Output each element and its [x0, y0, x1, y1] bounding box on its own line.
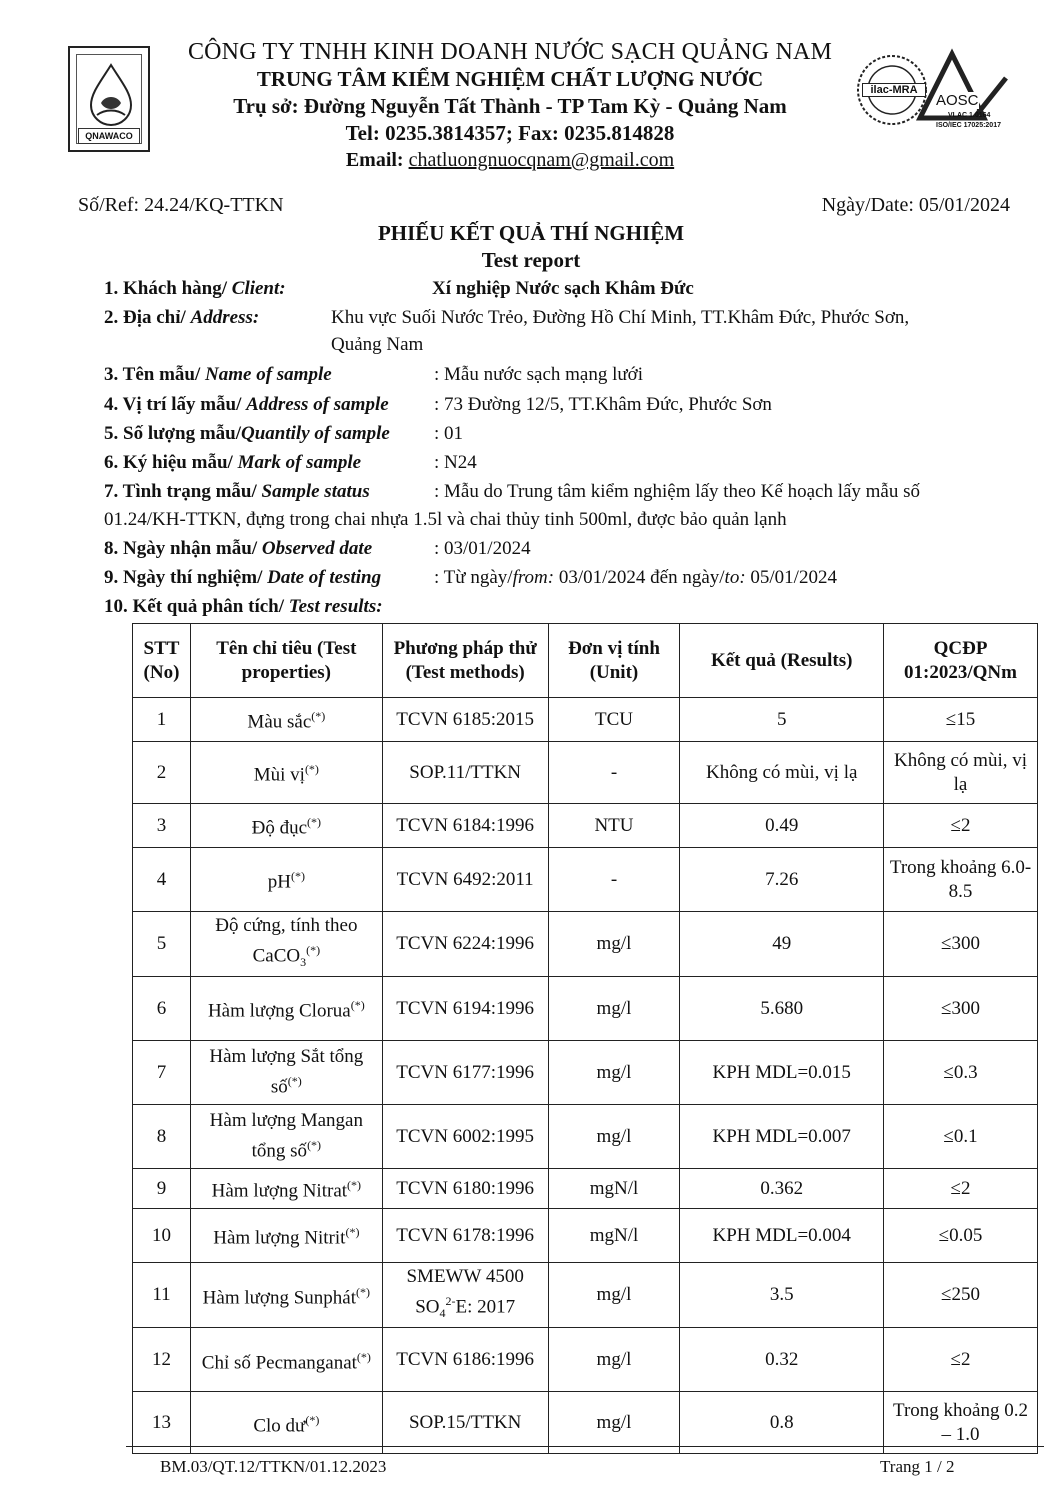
sample-quantity-value: : 01	[434, 423, 464, 444]
accreditation-logos	[856, 48, 1016, 134]
table-row	[133, 1209, 1038, 1263]
table-row	[133, 1392, 1038, 1454]
table-row	[133, 1105, 1038, 1169]
cell-property: Hàm lượng Sắt tổng số(*)	[190, 1041, 382, 1105]
observed-date-value: : 03/01/2024	[434, 538, 531, 559]
cell-no: 11	[133, 1263, 191, 1328]
footer-divider	[126, 1446, 1044, 1447]
cell-method: SOP.11/TTKN	[382, 742, 548, 804]
cell-result: 49	[680, 912, 884, 977]
cell-unit: mg/l	[548, 977, 680, 1041]
address-value-line1: Khu vực Suối Nước Trẻo, Đường Hồ Chí Minh, TT.Khâm Đức, Phước Sơn,	[331, 307, 910, 328]
cell-method: TCVN 6224:1996	[382, 912, 548, 977]
cell-unit: -	[548, 742, 680, 804]
report-title	[0, 220, 1062, 274]
cell-standard: Trong khoảng 6.0-8.5	[884, 848, 1038, 912]
address-row	[104, 303, 259, 332]
cell-result: 3.5	[680, 1263, 884, 1328]
report-date: Ngày/Date: 05/01/2024	[821, 194, 1010, 216]
cell-unit: mg/l	[548, 1263, 680, 1328]
cell-method: TCVN 6194:1996	[382, 977, 548, 1041]
cell-unit: mgN/l	[548, 1169, 680, 1209]
cell-standard: ≤2	[884, 1328, 1038, 1392]
cell-method: TCVN 6186:1996	[382, 1328, 548, 1392]
cell-no: 13	[133, 1392, 191, 1454]
cell-property: Hàm lượng Mangan tổng số(*)	[190, 1105, 382, 1169]
sample-name-value: : Mẫu nước sạch mạng lưới	[434, 364, 644, 385]
header-no: STT (No)	[133, 624, 191, 698]
cell-no: 8	[133, 1105, 191, 1169]
cell-result: 0.8	[680, 1392, 884, 1454]
cell-method: SOP.15/TTKN	[382, 1392, 548, 1454]
cell-method: TCVN 6184:1996	[382, 804, 548, 848]
address-label: 2. Địa chỉ/ Address:	[104, 307, 260, 328]
cell-property: Hàm lượng Nitrit(*)	[190, 1209, 382, 1263]
cell-standard: ≤0.05	[884, 1209, 1038, 1263]
observed-date-label: 8. Ngày nhận mẫu/ Observed date	[104, 538, 373, 559]
cell-standard: ≤2	[884, 1169, 1038, 1209]
title-english: Test report	[481, 248, 581, 272]
page-number: Trang 1 / 2	[880, 1457, 955, 1476]
company-logo	[68, 46, 150, 152]
aosc-mark: AOSC	[936, 92, 979, 109]
cell-unit: mg/l	[548, 1328, 680, 1392]
table-row	[133, 912, 1038, 977]
contact-phone: Tel: 0235.3814357; Fax: 0235.814828	[345, 121, 675, 145]
client-row	[104, 274, 286, 303]
cell-result: 0.49	[680, 804, 884, 848]
water-drop-icon	[77, 59, 145, 129]
cell-result: KPH MDL=0.004	[680, 1209, 884, 1263]
table-header-row	[133, 624, 1038, 698]
table-row	[133, 1263, 1038, 1328]
cell-property: Chỉ số Pecmanganat(*)	[190, 1328, 382, 1392]
form-code: BM.03/QT.12/TTKN/01.12.2023	[160, 1457, 387, 1476]
cell-result: 5	[680, 698, 884, 742]
title-vietnamese: PHIẾU KẾT QUẢ THÍ NGHIỆM	[377, 221, 685, 245]
cell-unit: mg/l	[548, 1105, 680, 1169]
logo-caption: QNAWACO	[78, 128, 140, 144]
table-row	[133, 977, 1038, 1041]
cell-property: Hàm lượng Clorua(*)	[190, 977, 382, 1041]
sample-location-value: : 73 Đường 12/5, TT.Khâm Đức, Phước Sơn	[434, 394, 772, 415]
sample-name-label: 3. Tên mẫu/ Name of sample	[104, 364, 332, 385]
company-name: CÔNG TY TNHH KINH DOANH NƯỚC SẠCH QUẢNG NAM	[187, 39, 833, 65]
cell-no: 6	[133, 977, 191, 1041]
client-value: Xí nghiệp Nước sạch Khâm Đức	[432, 278, 694, 299]
cell-result: 5.680	[680, 977, 884, 1041]
email-link[interactable]: chatluongnuocqnam@gmail.com	[408, 149, 675, 171]
cell-unit: TCU	[548, 698, 680, 742]
cell-no: 9	[133, 1169, 191, 1209]
cell-method: TCVN 6492:2011	[382, 848, 548, 912]
cell-no: 7	[133, 1041, 191, 1105]
sample-status-value-line2: 01.24/KH-TTKN, đựng trong chai nhựa 1.5l và chai thủy tinh 500ml, được bảo quản lạnh	[104, 509, 787, 530]
contact-email-line	[160, 147, 860, 174]
cell-standard: ≤2	[884, 804, 1038, 848]
cell-standard: Không có mùi, vị lạ	[884, 742, 1038, 804]
cell-standard: Trong khoảng 0.2 – 1.0	[884, 1392, 1038, 1454]
cell-no: 3	[133, 804, 191, 848]
cell-standard: ≤300	[884, 912, 1038, 977]
address-value-line2: Quảng Nam	[331, 334, 424, 355]
cell-no: 4	[133, 848, 191, 912]
cell-result: 7.26	[680, 848, 884, 912]
table-row	[133, 1328, 1038, 1392]
cell-unit: mgN/l	[548, 1209, 680, 1263]
client-label: 1. Khách hàng/ Client:	[104, 278, 286, 299]
reference-number: Số/Ref: 24.24/KQ-TTKN	[78, 194, 284, 216]
sample-status-value-line1: : Mẫu do Trung tâm kiểm nghiệm lấy theo Kế hoạch lấy mẫu số	[434, 481, 921, 502]
cell-standard: ≤0.3	[884, 1041, 1038, 1105]
cell-method: SMEWW 4500 $SO_4^{2-}E$: 2017	[382, 1263, 548, 1328]
head-office-address: Trụ sở: Đường Nguyễn Tất Thành - TP Tam Kỳ - Quảng Nam	[233, 94, 787, 118]
cell-method: TCVN 6177:1996	[382, 1041, 548, 1105]
cell-method: TCVN 6185:2015	[382, 698, 548, 742]
cell-property: pH(*)	[190, 848, 382, 912]
table-row	[133, 848, 1038, 912]
vilas-code: VLAC 1.0164	[948, 112, 991, 119]
cell-standard: ≤15	[884, 698, 1038, 742]
cell-property: Độ cứng, tính theo CaCO$_3$(*)	[190, 912, 382, 977]
letterhead	[160, 38, 860, 174]
header-result: Kết quả (Results)	[680, 624, 884, 698]
cell-no: 12	[133, 1328, 191, 1392]
cell-unit: mg/l	[548, 1392, 680, 1454]
ilac-mark: ilac-MRA	[862, 83, 926, 97]
cell-no: 5	[133, 912, 191, 977]
cell-standard: ≤0.1	[884, 1105, 1038, 1169]
cell-method: TCVN 6002:1995	[382, 1105, 548, 1169]
sample-mark-label: 6. Ký hiệu mẫu/ Mark of sample	[104, 452, 362, 473]
header-property: Tên chỉ tiêu (Test properties)	[190, 624, 382, 698]
cell-property: Hàm lượng Nitrat(*)	[190, 1169, 382, 1209]
header-standard: QCĐP 01:2023/QNm	[884, 624, 1038, 698]
cell-method: TCVN 6180:1996	[382, 1169, 548, 1209]
header-method: Phương pháp thử (Test methods)	[382, 624, 548, 698]
table-row	[133, 804, 1038, 848]
cell-standard: ≤250	[884, 1263, 1038, 1328]
cell-no: 2	[133, 742, 191, 804]
cell-result: KPH MDL=0.015	[680, 1041, 884, 1105]
sample-status-label: 7. Tình trạng mẫu/ Sample status	[104, 481, 370, 502]
cell-property: Mùi vị(*)	[190, 742, 382, 804]
cell-unit: mg/l	[548, 1041, 680, 1105]
cell-property: Clo dư(*)	[190, 1392, 382, 1454]
cell-method: TCVN 6178:1996	[382, 1209, 548, 1263]
iso-standard: ISO/IEC 17025:2017	[936, 122, 1001, 129]
testing-date-value: : Từ ngày/from: 03/01/2024 đến ngày/to: 05/01/2024	[434, 567, 837, 588]
cell-property: Hàm lượng Sunphát(*)	[190, 1263, 382, 1328]
cell-result: 0.32	[680, 1328, 884, 1392]
sample-location-label: 4. Vị trí lấy mẫu/ Address of sample	[104, 394, 389, 415]
sample-quantity-label: 5. Số lượng mẫu/Quantily of sample	[104, 423, 390, 444]
table-row	[133, 698, 1038, 742]
cell-result: KPH MDL=0.007	[680, 1105, 884, 1169]
cell-result: Không có mùi, vị lạ	[680, 742, 884, 804]
cell-no: 1	[133, 698, 191, 742]
test-results-label: 10. Kết quả phân tích/ Test results:	[104, 596, 383, 617]
email-label: Email:	[345, 149, 404, 171]
cell-unit: -	[548, 848, 680, 912]
cell-unit: mg/l	[548, 912, 680, 977]
cell-property: Độ đục(*)	[190, 804, 382, 848]
header-unit: Đơn vị tính (Unit)	[548, 624, 680, 698]
cell-no: 10	[133, 1209, 191, 1263]
center-name: TRUNG TÂM KIỂM NGHIỆM CHẤT LƯỢNG NƯỚC	[256, 67, 764, 91]
testing-date-label: 9. Ngày thí nghiệm/ Date of testing	[104, 567, 382, 588]
cell-property: Màu sắc(*)	[190, 698, 382, 742]
table-row	[133, 1041, 1038, 1105]
table-row	[133, 742, 1038, 804]
cell-unit: NTU	[548, 804, 680, 848]
results-table	[132, 623, 1038, 1454]
cell-standard: ≤300	[884, 977, 1038, 1041]
cell-result: 0.362	[680, 1169, 884, 1209]
sample-mark-value: : N24	[434, 452, 477, 473]
table-row	[133, 1169, 1038, 1209]
